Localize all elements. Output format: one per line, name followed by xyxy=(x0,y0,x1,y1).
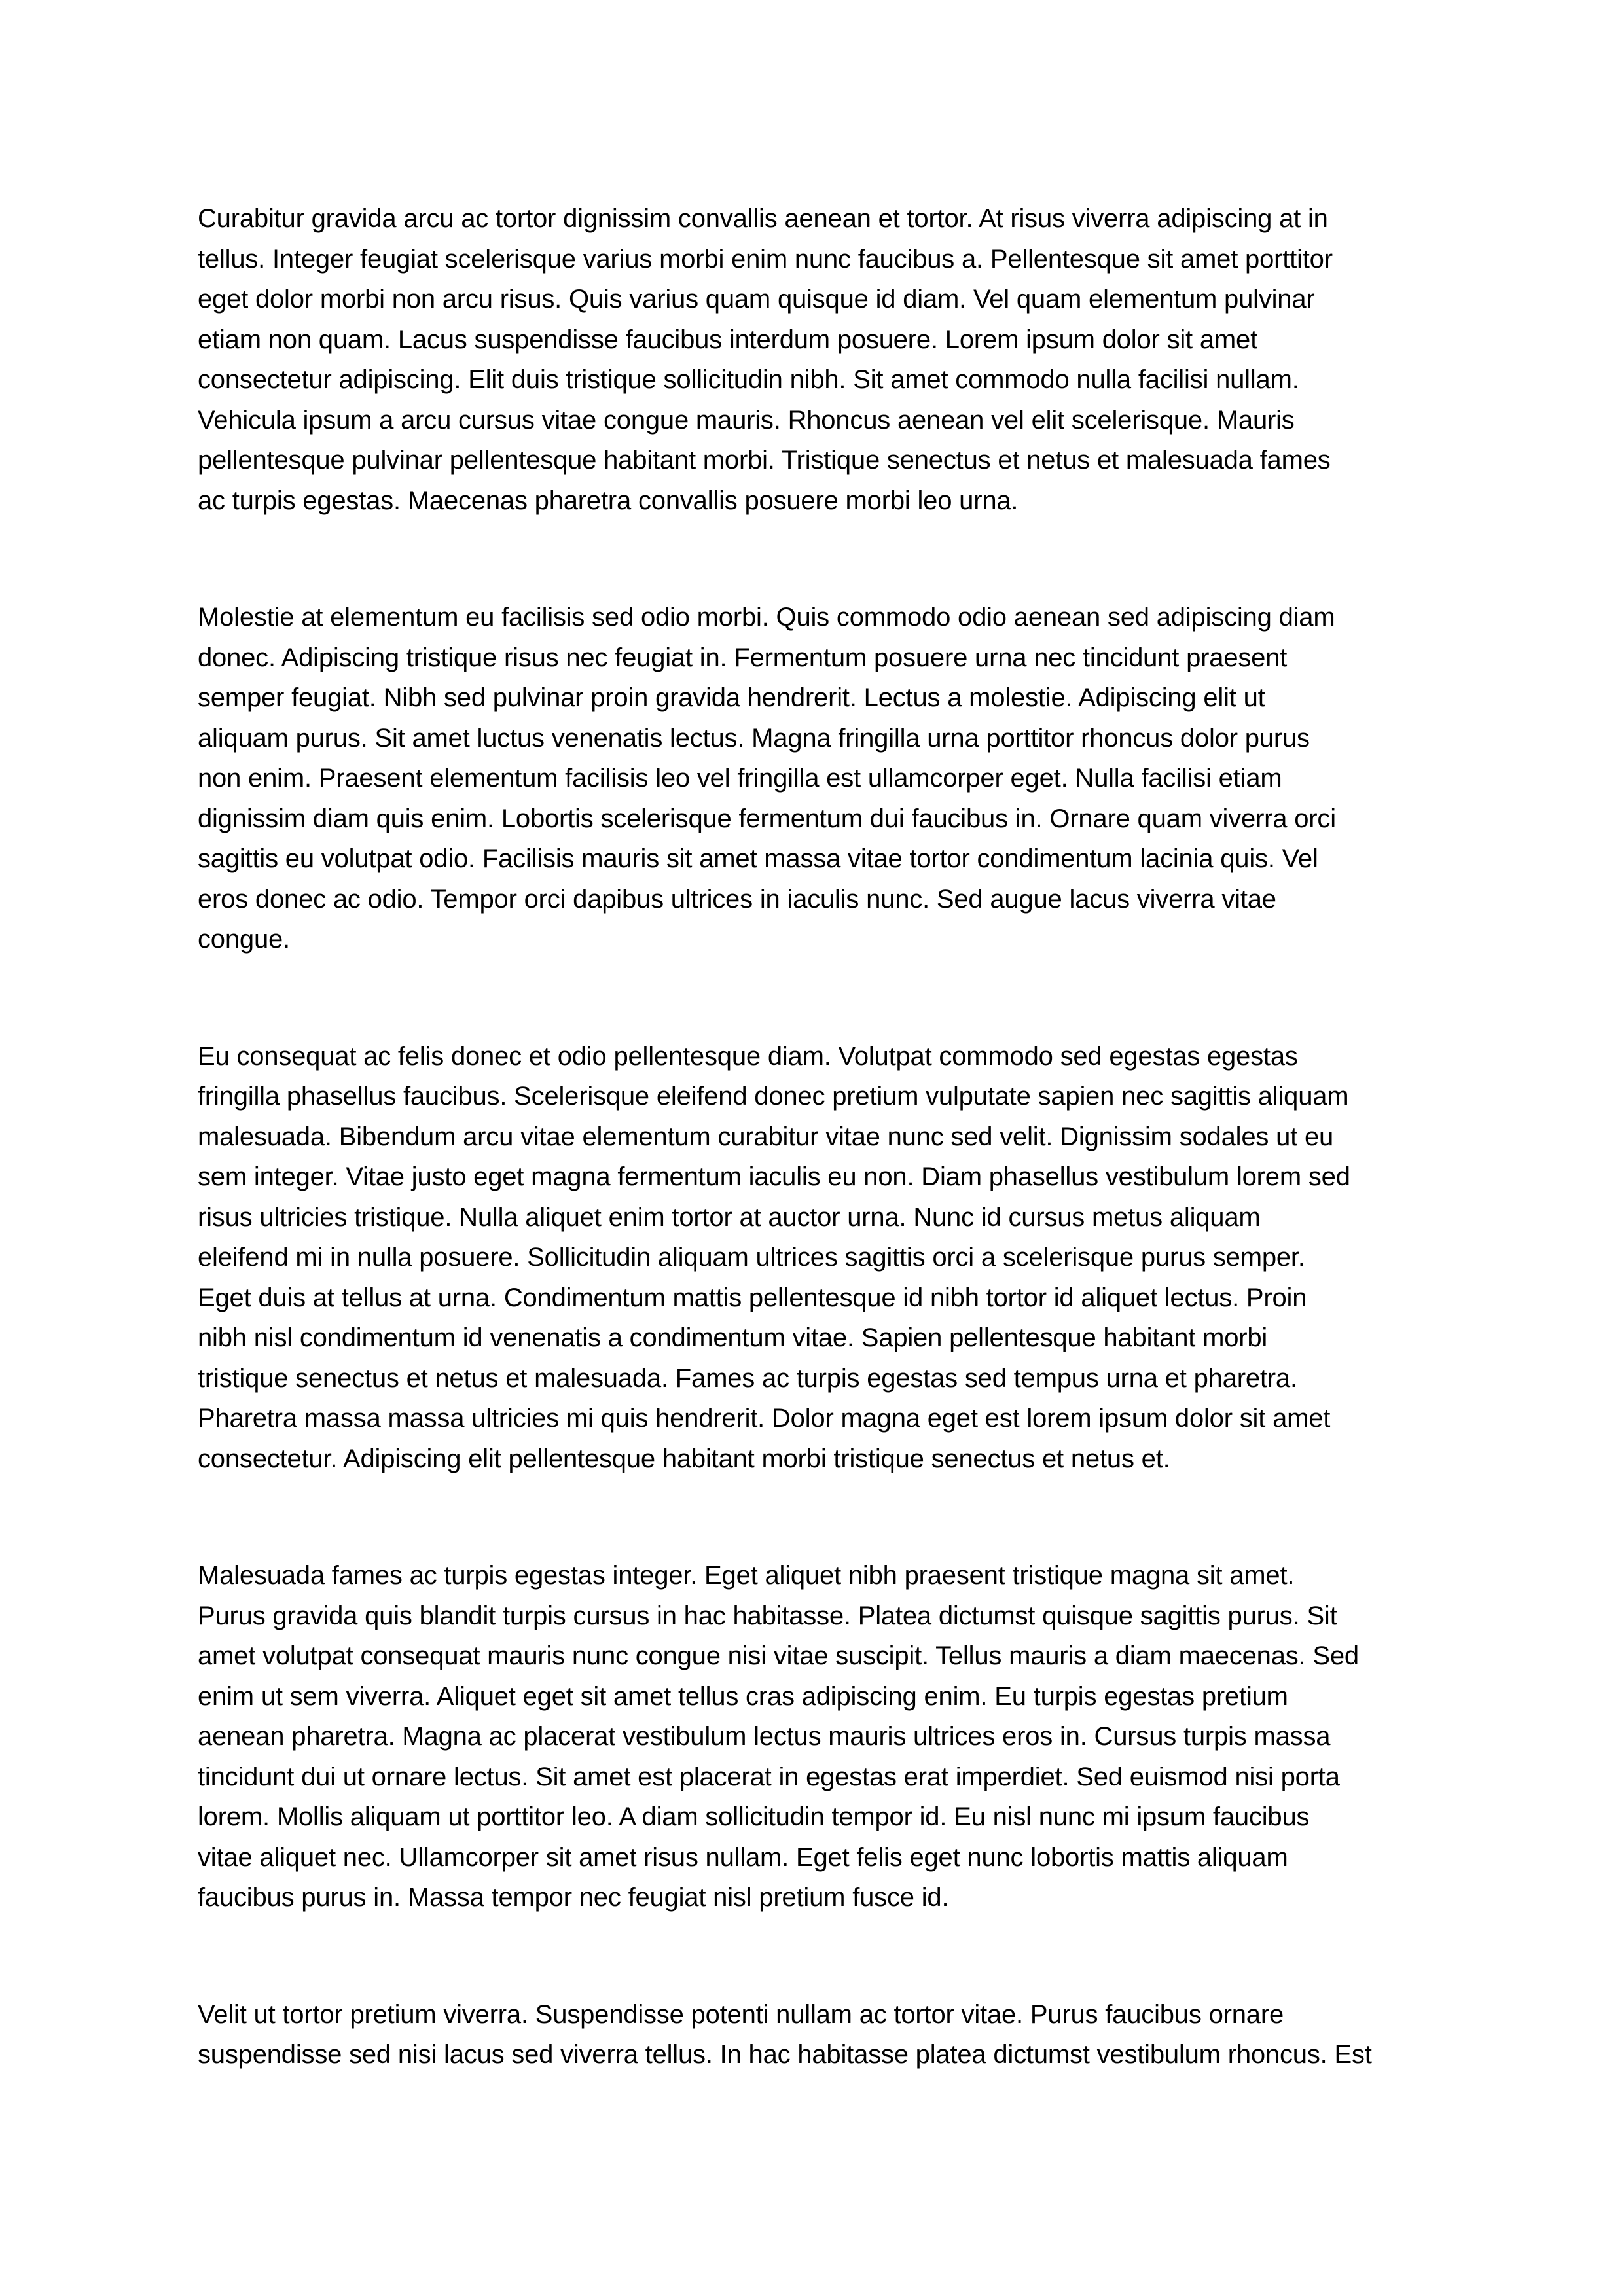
text-line: vitae aliquet nec. Ullamcorper sit amet risus nullam. Eget felis eget nunc lobortis mattis aliquam xyxy=(198,1842,1288,1872)
text-line: Purus gravida quis blandit turpis cursus in hac habitasse. Platea dictumst quisque sagittis purus. Sit xyxy=(198,1601,1337,1630)
text-line: faucibus purus in. Massa tempor nec feugiat nisl pretium fusce id. xyxy=(198,1883,949,1912)
text-line: donec. Adipiscing tristique risus nec feugiat in. Fermentum posuere urna nec tincidunt praesent xyxy=(198,643,1288,672)
paragraph xyxy=(198,598,1429,960)
text-line: semper feugiat. Nibh sed pulvinar proin gravida hendrerit. Lectus a molestie. Adipiscing elit ut xyxy=(198,683,1265,712)
text-line: pellentesque pulvinar pellentesque habitant morbi. Tristique senectus et netus et malesuada fames xyxy=(198,446,1331,475)
text-line: suspendisse sed nisi lacus sed viverra tellus. In hac habitasse platea dictumst vestibulum rhoncus. Est xyxy=(198,2040,1372,2069)
document-text-block xyxy=(198,199,1429,2075)
text-line: malesuada. Bibendum arcu vitae elementum curabitur vitae nunc sed velit. Dignissim sodales ut eu xyxy=(198,1122,1334,1151)
text-line: ac turpis egestas. Maecenas pharetra convallis posuere morbi leo urna. xyxy=(198,486,1019,515)
paragraph xyxy=(198,1556,1429,1918)
text-line: aliquam purus. Sit amet luctus venenatis lectus. Magna fringilla urna porttitor rhoncus dolor purus xyxy=(198,723,1310,753)
text-line: sagittis eu volutpat odio. Facilisis mauris sit amet massa vitae tortor condimentum lacinia quis. Vel xyxy=(198,844,1318,873)
text-line: nibh nisl condimentum id venenatis a condimentum vitae. Sapien pellentesque habitant morbi xyxy=(198,1323,1268,1352)
text-line: Curabitur gravida arcu ac tortor dignissim convallis aenean et tortor. At risus viverra adipiscing at in xyxy=(198,204,1328,233)
text-line: congue. xyxy=(198,925,290,954)
text-line: Eu consequat ac felis donec et odio pellentesque diam. Volutpat commodo sed egestas egestas xyxy=(198,1041,1298,1071)
text-line: risus ultricies tristique. Nulla aliquet enim tortor at auctor urna. Nunc id cursus metus aliquam xyxy=(198,1202,1261,1232)
text-line: Molestie at elementum eu facilisis sed odio morbi. Quis commodo odio aenean sed adipiscing diam xyxy=(198,603,1335,632)
paragraph xyxy=(198,1995,1429,2075)
paragraph xyxy=(198,1037,1429,1480)
text-line: Velit ut tortor pretium viverra. Suspendisse potenti nullam ac tortor vitae. Purus faucibus ornare xyxy=(198,2000,1284,2029)
text-line: tristique senectus et netus et malesuada. Fames ac turpis egestas sed tempus urna et pharetra. xyxy=(198,1363,1297,1393)
text-line: etiam non quam. Lacus suspendisse faucibus interdum posuere. Lorem ipsum dolor sit amet xyxy=(198,325,1258,354)
text-line: Pharetra massa massa ultricies mi quis hendrerit. Dolor magna eget est lorem ipsum dolor sit amet xyxy=(198,1404,1331,1433)
text-line: eget dolor morbi non arcu risus. Quis varius quam quisque id diam. Vel quam elementum pulvinar xyxy=(198,285,1315,314)
text-line: dignissim diam quis enim. Lobortis scelerisque fermentum dui faucibus in. Ornare quam viverra orci xyxy=(198,804,1336,833)
text-line: tincidunt dui ut ornare lectus. Sit amet est placerat in egestas erat imperdiet. Sed euismod nisi porta xyxy=(198,1762,1340,1791)
text-line: Malesuada fames ac turpis egestas integer. Eget aliquet nibh praesent tristique magna sit amet. xyxy=(198,1561,1295,1590)
text-line: amet volutpat consequat mauris nunc congue nisi vitae suscipit. Tellus mauris a diam maecenas. Sed xyxy=(198,1641,1359,1670)
text-line: Eget duis at tellus at urna. Condimentum mattis pellentesque id nibh tortor id aliquet lectus. Proin xyxy=(198,1283,1307,1312)
text-line: non enim. Praesent elementum facilisis leo vel fringilla est ullamcorper eget. Nulla facilisi etiam xyxy=(198,764,1282,793)
text-line: eros donec ac odio. Tempor orci dapibus ultrices in iaculis nunc. Sed augue lacus viverra vitae xyxy=(198,884,1276,914)
text-line: fringilla phasellus faucibus. Scelerisque eleifend donec pretium vulputate sapien nec sagittis aliquam xyxy=(198,1082,1349,1111)
text-line: lorem. Mollis aliquam ut porttitor leo. A diam sollicitudin tempor id. Eu nisl nunc mi ipsum faucibus xyxy=(198,1803,1310,1831)
text-line: tellus. Integer feugiat scelerisque varius morbi enim nunc faucibus a. Pellentesque sit amet porttitor xyxy=(198,244,1333,274)
paragraph xyxy=(198,199,1429,521)
text-line: sem integer. Vitae justo eget magna fermentum iaculis eu non. Diam phasellus vestibulum lorem sed xyxy=(198,1162,1350,1191)
text-line: consectetur. Adipiscing elit pellentesque habitant morbi tristique senectus et netus et. xyxy=(198,1444,1170,1473)
text-line: Vehicula ipsum a arcu cursus vitae congue mauris. Rhoncus aenean vel elit scelerisque. Mauris xyxy=(198,405,1295,435)
text-line: aenean pharetra. Magna ac placerat vestibulum lectus mauris ultrices eros in. Cursus turpis massa xyxy=(198,1722,1331,1751)
text-line: enim ut sem viverra. Aliquet eget sit amet tellus cras adipiscing enim. Eu turpis egestas pretium xyxy=(198,1681,1288,1711)
text-line: eleifend mi in nulla posuere. Sollicitudin aliquam ultrices sagittis orci a scelerisque purus semper. xyxy=(198,1243,1305,1272)
text-line: consectetur adipiscing. Elit duis tristique sollicitudin nibh. Sit amet commodo nulla facilisi nullam. xyxy=(198,365,1299,394)
